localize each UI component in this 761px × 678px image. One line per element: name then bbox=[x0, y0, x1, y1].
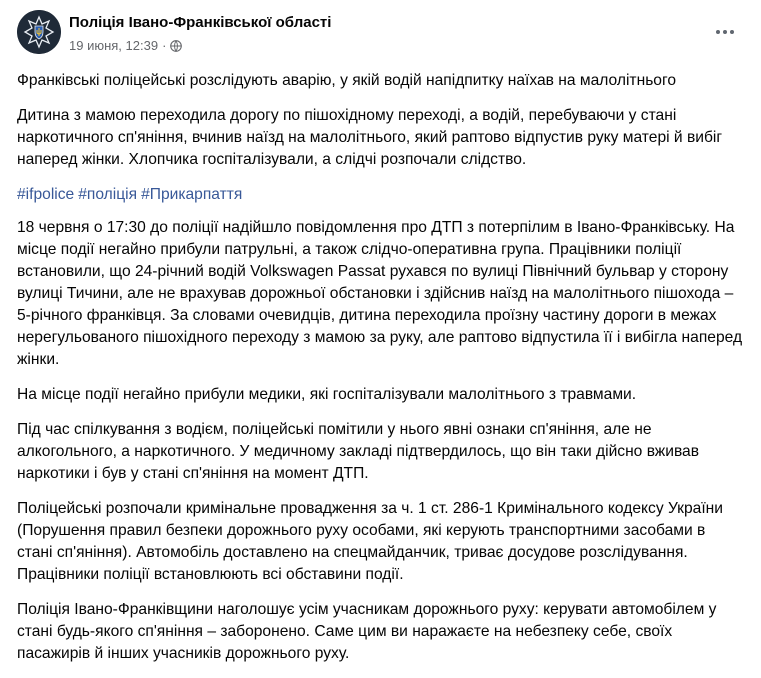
post-headline: Франківські поліцейські розслідують аварію, у якій водій напідпитку наїхав на малолітнього bbox=[17, 72, 677, 89]
post-meta bbox=[69, 38, 182, 53]
meta-separator: · bbox=[162, 38, 167, 53]
hashtag-police[interactable]: #поліція bbox=[78, 186, 138, 203]
page-name-link[interactable]: Поліція Івано-Франківської області bbox=[69, 14, 332, 31]
globe-icon bbox=[170, 40, 182, 52]
post-paragraph: Поліція Івано-Франківщини наголошує усім учасникам дорожнього руху: керувати автомобілем у стані будь-якого сп'яніння – заборонено. Саме цим ви наражаєте на небезпеку себе, своїх пасажирів й інших учасників дорожнього руху. bbox=[17, 601, 717, 662]
hashtag-list bbox=[17, 184, 745, 206]
avatar[interactable] bbox=[17, 10, 61, 54]
post-paragraph: Поліцейські розпочали кримінальне провадження за ч. 1 ст. 286-1 Кримінального кодексу України (Порушення правил безпеки дорожнього руху особами, які керують транспортними засобами в стані сп'яніння). Автомобіль доставлено на спецмайданчик, триває досудове розслідування. Працівники поліції встановлюють всі обставини події. bbox=[17, 500, 723, 583]
post-paragraph: На місце події негайно прибули медики, які госпіталізували малолітнього з травмами. bbox=[17, 386, 637, 403]
post-paragraph: 18 червня о 17:30 до поліції надійшло повідомлення про ДТП з потерпілим в Івано-Франківську. На місце події негайно прибули патрульні, а також слідчо-оперативна група. Працівники поліції встановили, що 24-річний водій Volkswagen Passat рухався по вулиці Північний бульвар у сторону вулиці Тичини, але не врахував дорожньої обстановки і здійснив наїзд на малолітнього пішохода – 5-річного франківця. За словами очевидців, дитина переходила проїзну частину дороги в межах нерегульованого пішохідного переходу з мамою за руку, але раптово відпустила її і вибігла наперед жінки. bbox=[17, 219, 743, 368]
post-paragraph: Під час спілкування з водієм, поліцейські помітили у нього явні ознаки сп'яніння, але не алкогольного, а наркотичного. У медичному закладі підтвердилось, що він таки дійсно вживав наркотики і був у стані сп'яніння на момент ДТП. bbox=[17, 421, 700, 482]
post-header bbox=[17, 10, 744, 60]
hashtag-ifpolice[interactable]: #ifpolice bbox=[17, 186, 75, 203]
hashtag-prykarpattia[interactable]: #Прикарпаття bbox=[141, 186, 243, 203]
post-intro: Дитина з мамою переходила дорогу по пішохідному переході, а водій, перебуваючи у стані наркотичного сп'яніння, вчинив наїзд на малолітнього, який раптово відпустив руку матері й вибіг наперед жінки. Хлопчика госпіталізували, а слідчі розпочали слідство. bbox=[17, 107, 723, 168]
post-body bbox=[17, 70, 745, 678]
post-date[interactable]: 19 июня, 12:39 bbox=[69, 38, 159, 53]
more-horizontal-icon[interactable] bbox=[710, 22, 740, 42]
police-badge-icon bbox=[17, 10, 61, 54]
